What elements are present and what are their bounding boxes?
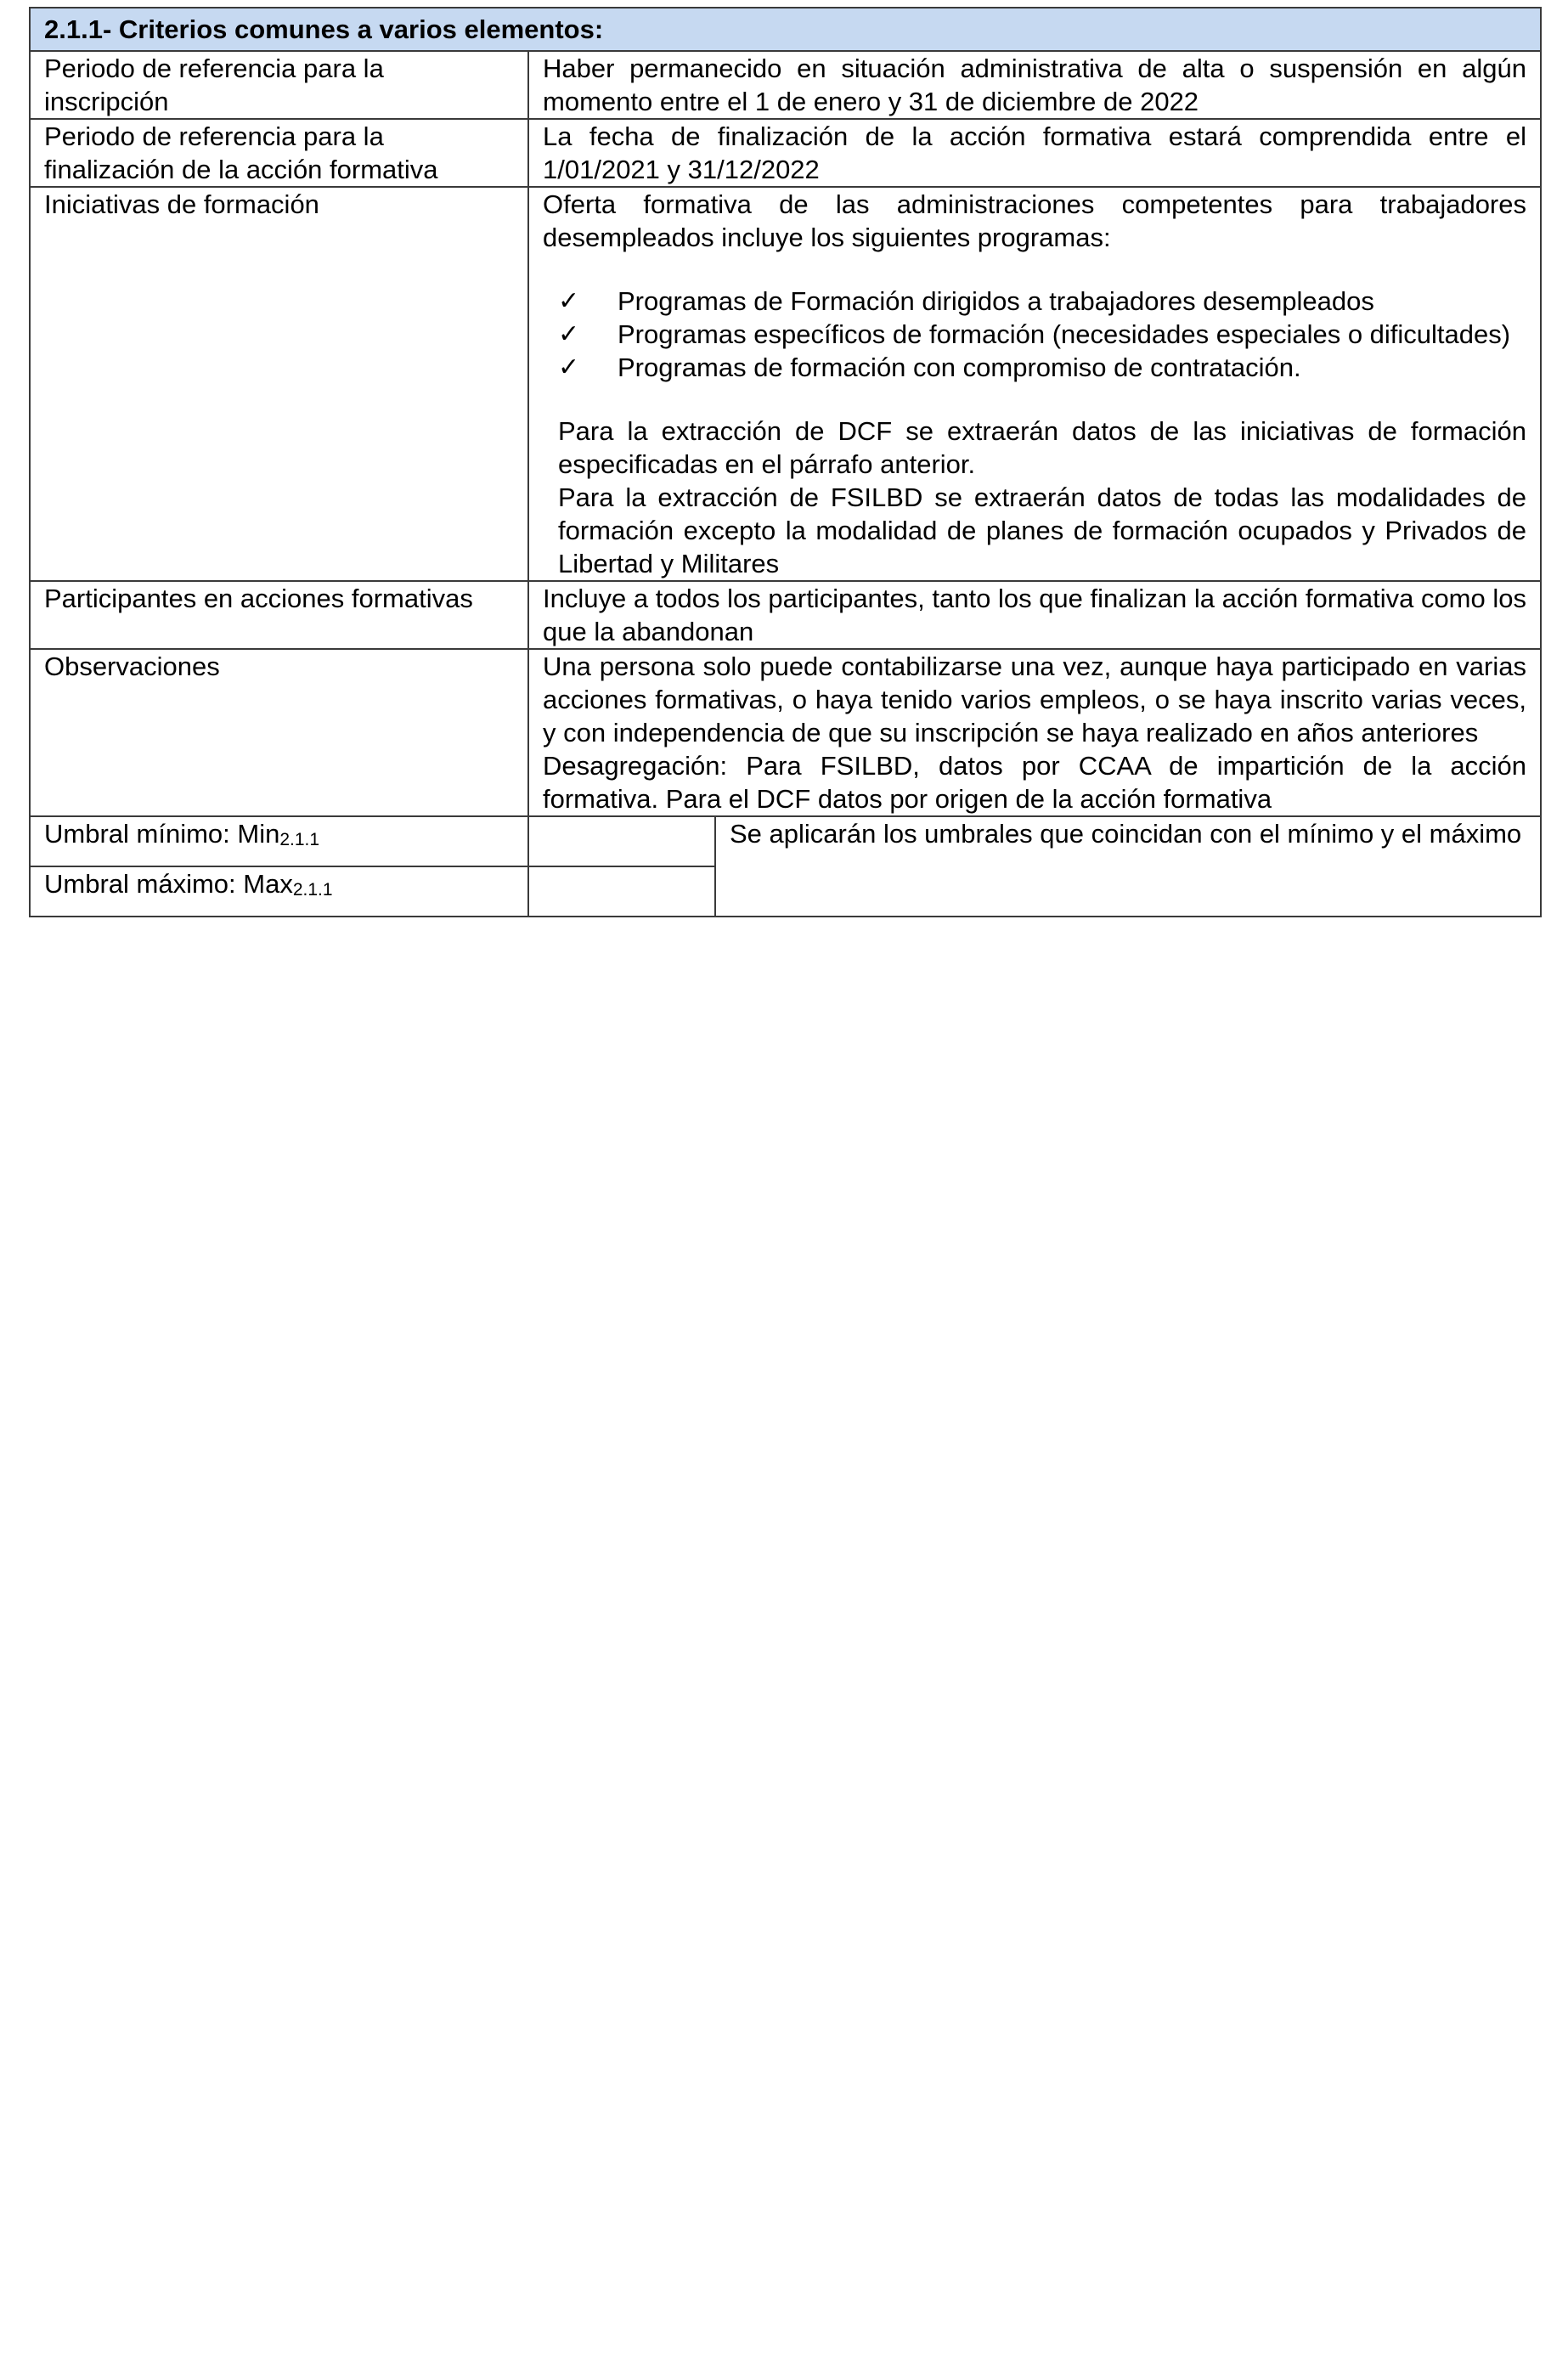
table-row-threshold-min [30, 816, 1541, 866]
observations-value [528, 649, 1541, 816]
initiatives-label: Iniciativas de formación [30, 187, 528, 581]
list-item [543, 285, 1557, 318]
programs-list [543, 285, 1526, 384]
threshold-min-label [30, 816, 528, 866]
participants-label: Participantes en acciones formativas [30, 581, 528, 649]
observations-text: Una persona solo puede contabilizarse una vez, aunque haya participado en varias acciones formativas, o haya tenido varios empleos, o se haya inscrito varias veces, y con independencia de que su inscripción se haya realizado en años anteriores [543, 652, 1526, 747]
table-row-inscription [30, 51, 1541, 119]
inscription-period-value: Haber permanecido en situación administrativa de alta o suspensión en algún momento entre el 1 de enero y 31 de diciembre de 2022 [528, 51, 1541, 119]
threshold-min-subscript: 2.1.1 [279, 830, 320, 849]
checkmark-icon: ✓ [558, 353, 580, 382]
observations-label: Observaciones [30, 649, 528, 816]
threshold-max-label [30, 866, 528, 917]
table-row-initiatives [30, 187, 1541, 581]
threshold-min-text: Umbral mínimo: Min [44, 819, 280, 849]
program-text: Programas de Formación dirigidos a trabajadores desempleados [618, 286, 1374, 316]
section-header-row [30, 8, 1541, 51]
list-item [543, 318, 1557, 351]
criteria-table [29, 7, 1542, 917]
checkmark-icon: ✓ [558, 319, 580, 349]
table-row-participants [30, 581, 1541, 649]
disaggregation-text: Desagregación: Para FSILBD, datos por CCAA de impartición de la acción formativa. Para el DCF datos por origen de la acción formativa [543, 751, 1526, 814]
completion-period-label: Periodo de referencia para la finalización de la acción formativa [30, 119, 528, 187]
completion-period-value: La fecha de finalización de la acción formativa estará comprendida entre el 1/01/2021 y 31/12/2022 [528, 119, 1541, 187]
dcf-extraction-note: Para la extracción de DCF se extraerán datos de las iniciativas de formación especificadas en el párrafo anterior. [558, 416, 1526, 479]
initiatives-intro: Oferta formativa de las administraciones competentes para trabajadores desempleados incluye los siguientes programas: [543, 189, 1526, 252]
program-text: Programas específicos de formación (necesidades especiales o dificultades) [618, 319, 1511, 349]
threshold-max-text: Umbral máximo: Max [44, 869, 293, 899]
fsilbd-extraction-note: Para la extracción de FSILBD se extraerán datos de todas las modalidades de formación excepto la modalidad de planes de formación ocupados y Privados de Libertad y Militares [558, 482, 1526, 578]
threshold-min-value [528, 816, 715, 866]
table-row-observations [30, 649, 1541, 816]
program-text: Programas de formación con compromiso de contratación. [618, 353, 1301, 382]
participants-value: Incluye a todos los participantes, tanto los que finalizan la acción formativa como los que la abandonan [528, 581, 1541, 649]
section-title: 2.1.1- Criterios comunes a varios elementos: [30, 8, 1541, 51]
checkmark-icon: ✓ [558, 286, 580, 316]
threshold-max-value [528, 866, 715, 917]
inscription-period-label: Periodo de referencia para la inscripción [30, 51, 528, 119]
list-item [543, 351, 1557, 384]
table-row-completion [30, 119, 1541, 187]
threshold-note: Se aplicarán los umbrales que coincidan con el mínimo y el máximo [715, 816, 1541, 917]
threshold-max-subscript: 2.1.1 [292, 880, 333, 900]
initiatives-value [528, 187, 1541, 581]
